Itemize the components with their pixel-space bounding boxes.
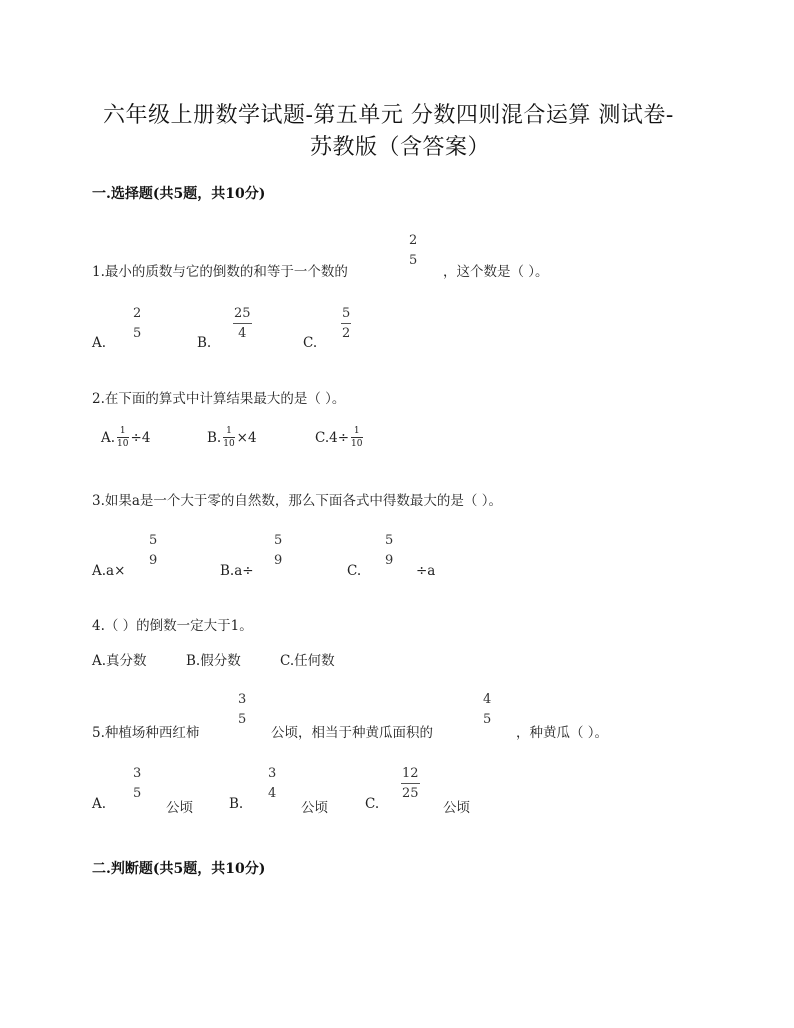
q5-option-a-fraction (132, 766, 142, 801)
q1-text-before: 1.最小的质数与它的倒数的和等于一个数的 (92, 264, 348, 280)
title-line-1: 六年级上册数学试题-第五单元 分数四则混合运算 测试卷- (103, 103, 674, 128)
q1-fraction (408, 233, 418, 268)
q5-option-a-unit: 公顷 (166, 800, 193, 816)
q2-option-b-op: × (236, 429, 248, 446)
q2-option-b (207, 426, 257, 449)
q5-fraction-2 (482, 692, 492, 727)
q3-option-c-num: 5 (385, 533, 394, 548)
q3-option-b-num: 5 (274, 533, 283, 548)
q4-option-b: B.假分数 (186, 653, 241, 669)
q5-text-c: ，种黄瓜（ ）。 (516, 725, 609, 741)
q1-option-a-den: 5 (133, 326, 142, 341)
q2-option-c-val: 4 (329, 429, 338, 446)
q1-option-c-den: 2 (342, 326, 351, 341)
q3-option-a-label: A.a× (92, 563, 126, 579)
q2-text: 2.在下面的算式中计算结果最大的是（ ）。 (92, 391, 346, 407)
q1-frac-den: 5 (409, 253, 418, 268)
q1-text-after: ，这个数是（ ）。 (443, 264, 549, 280)
q5-option-b-den: 4 (268, 786, 277, 801)
q5-text-a: 5.种植场种西红柿 (92, 725, 200, 741)
q2-option-c-fraction (351, 426, 362, 449)
q1-option-a-fraction (132, 306, 142, 341)
q5-option-b-unit: 公顷 (301, 800, 328, 816)
q2-option-a-fraction (117, 426, 128, 449)
q3-option-c-fraction (384, 533, 394, 568)
q3-option-b-den: 9 (274, 553, 283, 568)
q1-option-b-num: 25 (234, 306, 251, 321)
q5-option-b-label: B. (229, 796, 244, 812)
q5-frac2-den: 5 (483, 712, 492, 727)
q5-frac1-den: 5 (238, 712, 247, 727)
q2-option-c (315, 426, 365, 449)
q5-option-c-den: 25 (402, 786, 419, 801)
q1-option-b-den: 4 (238, 326, 247, 341)
q4-option-a: A.真分数 (92, 653, 147, 669)
q5-option-a-den: 5 (133, 786, 142, 801)
q2-option-c-den: 10 (351, 439, 363, 449)
q5-frac2-num: 4 (483, 692, 492, 707)
q3-option-b-fraction (273, 533, 283, 568)
q5-option-c-num: 12 (402, 766, 419, 781)
q4-text: 4.（ ）的倒数一定大于1。 (92, 618, 253, 634)
q3-option-a-fraction (148, 533, 158, 568)
q1-frac-num: 2 (409, 233, 418, 248)
q4-option-c: C.任何数 (280, 653, 335, 669)
q3-option-a-num: 5 (149, 533, 158, 548)
q1-option-b-label: B. (197, 335, 212, 351)
q2-option-a-num: 1 (119, 426, 126, 436)
q2-option-a-label: A. (101, 429, 116, 446)
section-2-heading: 二.判断题(共5题，共10分) (92, 861, 266, 877)
q2-option-a-val: 4 (141, 429, 151, 446)
q2-option-a-op: ÷ (130, 429, 142, 446)
q3-option-a-den: 9 (149, 553, 158, 568)
q2-option-b-num: 1 (226, 426, 232, 436)
q5-option-a-label: A. (92, 796, 107, 812)
q1-option-a-label: A. (92, 335, 107, 351)
q2-option-b-label: B. (207, 429, 222, 446)
q2-option-b-fraction (223, 426, 234, 449)
q1-option-b-fraction (233, 306, 252, 341)
q2-option-c-label: C. (315, 429, 330, 446)
q1-option-c-label: C. (303, 335, 318, 351)
q5-text-b: 公顷，相当于种黄瓜面积的 (271, 725, 433, 741)
q5-option-c-label: C. (365, 796, 380, 812)
q5-frac1-num: 3 (238, 692, 247, 707)
section-1-heading: 一.选择题(共5题，共10分) (92, 186, 266, 202)
q5-option-c-unit: 公顷 (443, 800, 470, 816)
q5-option-c-fraction (401, 766, 420, 801)
q5-option-b-fraction (267, 766, 277, 801)
q1-option-a-num: 2 (133, 306, 142, 321)
q1-option-c-fraction (341, 306, 351, 341)
q5-option-b-num: 3 (268, 766, 277, 781)
q2-option-a-den: 10 (117, 439, 129, 449)
q1-option-c-num: 5 (342, 306, 351, 321)
q2-option-b-den: 10 (223, 439, 235, 449)
q3-text: 3.如果a是一个大于零的自然数，那么下面各式中得数最大的是（ ）。 (92, 493, 502, 509)
q5-fraction-1 (237, 692, 247, 727)
q2-option-c-op: ÷ (337, 429, 350, 446)
q5-option-a-num: 3 (133, 766, 142, 781)
q2-option-b-val: 4 (247, 429, 257, 446)
q3-option-b-label: B.a÷ (220, 563, 254, 579)
title-line-2: 苏教版（含答案） (310, 135, 491, 160)
q3-option-c-den: 9 (385, 553, 394, 568)
q3-option-c-suffix: ÷a (416, 563, 436, 579)
q2-option-c-num: 1 (353, 426, 360, 436)
q3-option-c-label: C. (347, 563, 362, 579)
q2-option-a (101, 426, 150, 449)
